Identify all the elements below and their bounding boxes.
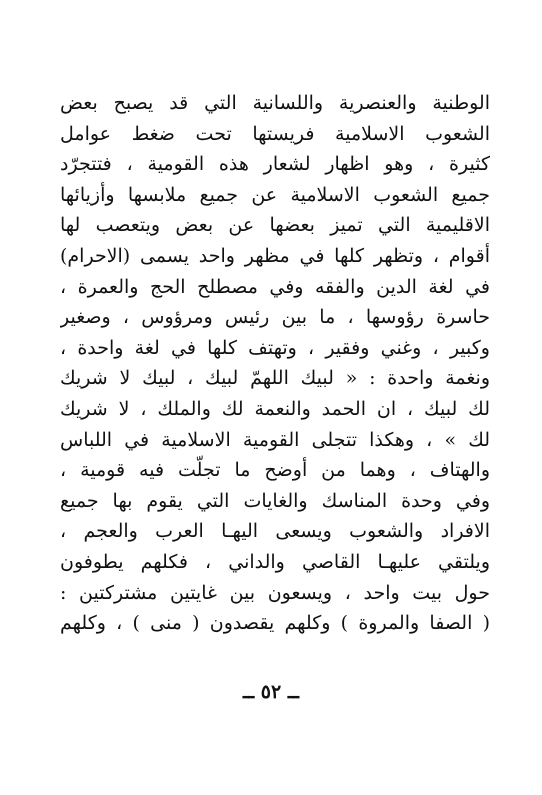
text-line: وكبير ، وغني وفقير ، وتهتف كلها في لغة واحدة ، <box>60 336 490 359</box>
text-line: حول بيت واحد ، ويسعون بين غايتين مشتركتين : <box>60 581 490 604</box>
text-line: الاقليمية التي تميز بعضها عن بعض ويتعصب لها <box>60 214 490 237</box>
text-line: ونغمة واحدة : « لبيك اللهمّ لبيك ، لبيك لا شريك <box>60 367 490 390</box>
page-number: ــ ٥٢ ــ <box>243 681 299 703</box>
text-line: وفي وحدة المناسك والغايات التي يقوم بها جميع <box>60 489 490 512</box>
text-line: أقوام ، وتظهر كلها في مظهر واحد يسمى (الاحرام) <box>60 244 490 267</box>
text-line: والهتاف ، وهما من أوضح ما تجلّت فيه قومية ، <box>60 459 490 482</box>
text-line: حاسرة رؤوسها ، ما بين رئيس ومرؤوس ، وصغير <box>60 306 490 329</box>
body-text <box>60 88 490 639</box>
text-line: لك » ، وهكذا تتجلى القومية الاسلامية في اللباس <box>60 428 490 451</box>
text-line: الشعوب الاسلامية فريستها تحت ضغط عوامل <box>60 122 490 145</box>
text-line: الافراد والشعوب ويسعى اليهـا العرب والعجم ، <box>60 520 490 543</box>
text-line: كثيرة ، وهو اظهار لشعار هذه القومية ، فتتجرّد <box>60 153 490 176</box>
text-line: لك لبيك ، ان الحمد والنعمة لك والملك ، لا شريك <box>60 397 490 420</box>
text-line: الوطنية والعنصرية واللسانية التي قد يصبح بعض <box>60 92 490 114</box>
text-line: في لغة الدين والفقه وفي مصطلح الحج والعمرة ، <box>60 275 490 298</box>
text-line: ويلتقي عليهـا القاصي والداني ، فكلهم يطوفون <box>60 550 490 573</box>
text-line: ( الصفا والمروة ) وكلهم يقصدون ( منى ) ، وكلهم <box>60 612 490 635</box>
text-line: جميع الشعوب الاسلامية عن جميع ملابسها وأزيائها <box>60 183 490 206</box>
